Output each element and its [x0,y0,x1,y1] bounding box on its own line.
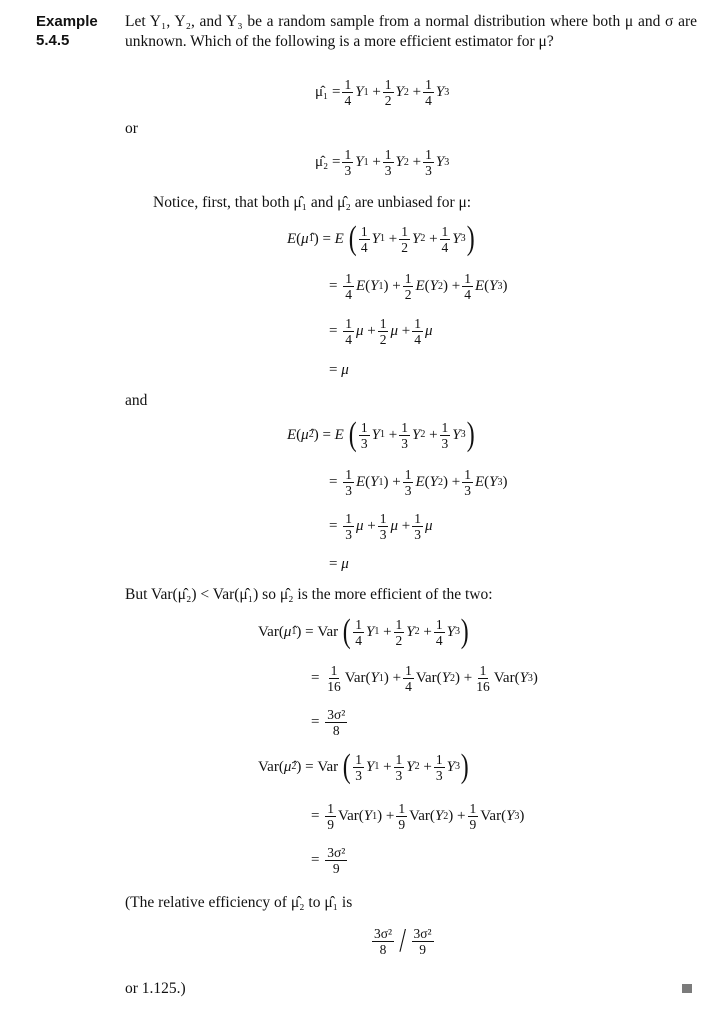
variance-mu2-line2: = $\frac{1}{9}$ Var( Y 1 ) + $\frac{1}{9}$ Var( Y 2 ) + $\frac{1}{9}$ Var( Y 3 ) [311,801,525,832]
frac: $\frac{1}{4}$ [425,77,432,108]
end-of-proof-mark [682,984,692,993]
variance-mu2-line1: Var( μ̂ 2 ) = Var ( $\frac{1}{3}$ Y 1 + $\frac{1}{3}$ Y 2 + $\frac{1}{3}$ Y 3 ) [258,748,469,785]
estimator-mu1: μ̂₁ = $\frac{1}{4}$ Y 1 + $\frac{1}{2}$ Y 2 + $\frac{1}{4}$ Y 3 [315,77,450,108]
expectation-mu2-line1: E ( μ̂ 2 ) = E ( $\frac{1}{3}$ Y 1 + $\frac{1}{3}$ Y 2 + $\frac{1}{3}$ Y 3 ) [287,416,475,453]
frac: $\frac{1}{3}$ [425,147,432,178]
frac: $\frac{1}{3}$ [344,147,352,178]
mu1-lhs: μ̂₁ = [315,84,341,100]
expectation-mu1-line1: E ( μ̂ 1 ) = E ( $\frac{1}{4}$ Y 1 + $\frac{1}{2}$ Y 2 + $\frac{1}{4}$ Y 3 ) [287,220,475,257]
problem-text: Let Y₁, Y₂, and Y₃ be a random sample from a normal distribution where both μ and σ are unknown. Which of the following is a more efficient estimator for μ? [125,13,697,50]
and-text: and [125,392,148,409]
example-number: 5.4.5 [36,32,70,49]
example-word: Example [36,13,98,30]
mu2-lhs: μ̂₂ = [315,154,341,170]
expectation-mu2-line2: = $\frac{1}{3}$ E ( Y 1 ) + $\frac{1}{3}$ E ( Y 2 ) + $\frac{1}{3}$ E ( Y 3 ) [329,467,508,498]
variance-mu1-result: = $\frac{\text{3σ²}}{8}$ [311,707,346,738]
frac: $\frac{1}{2}$ [384,77,392,108]
expectation-mu2-line3: = $\frac{1}{3}$ μ + $\frac{1}{3}$ μ + $\frac{1}{3}$ μ [329,511,433,542]
expectation-mu1-line2: = $\frac{1}{4}$ E ( Y 1 ) + $\frac{1}{2}$ E ( Y 2 ) + $\frac{1}{4}$ E ( Y 3 ) [329,271,508,302]
but-text: But Var(μ̂₂) < Var(μ̂₁) so μ̂₂ is the more efficient of the two: [125,586,493,603]
or-text: or [125,120,138,137]
variance-mu1-line2: = $\frac{1}{16}$ Var( Y 1 ) + $\frac{1}{4}$ Var( Y 2 ) + $\frac{1}{16}$ Var( Y 3 ) [311,663,538,694]
variance-mu1-line1: Var( μ̂ 1 ) = Var ( $\frac{1}{4}$ Y 1 + $\frac{1}{2}$ Y 2 + $\frac{1}{4}$ Y 3 ) [258,613,469,650]
notice-text: Notice, first, that both μ̂₁ and μ̂₂ are unbiased for μ: [153,194,472,211]
relative-efficiency-text: (The relative efficiency of μ̂₂ to μ̂₁ is [125,894,353,911]
expectation-mu1-line3: = $\frac{1}{4}$ μ + $\frac{1}{2}$ μ + $\frac{1}{4}$ μ [329,316,433,347]
expectation-mu2-line4: = μ [329,556,349,572]
variance-mu2-result: = $\frac{\text{3σ²}}{9}$ [311,845,346,876]
frac: $\frac{1}{3}$ [384,147,392,178]
ending-text: or 1.125.) [125,980,186,997]
example-label [36,12,98,50]
estimator-mu2: μ̂₂ = $\frac{1}{3}$ Y 1 + $\frac{1}{3}$ Y 2 + $\frac{1}{3}$ Y 3 [315,147,450,178]
expectation-mu1-line4: = μ [329,362,349,378]
efficiency-ratio: $\frac{\text{3σ²}}{8}$ / $\frac{\text{3σ²}}{9}$ [374,922,432,959]
frac: $\frac{1}{4}$ [344,77,352,108]
